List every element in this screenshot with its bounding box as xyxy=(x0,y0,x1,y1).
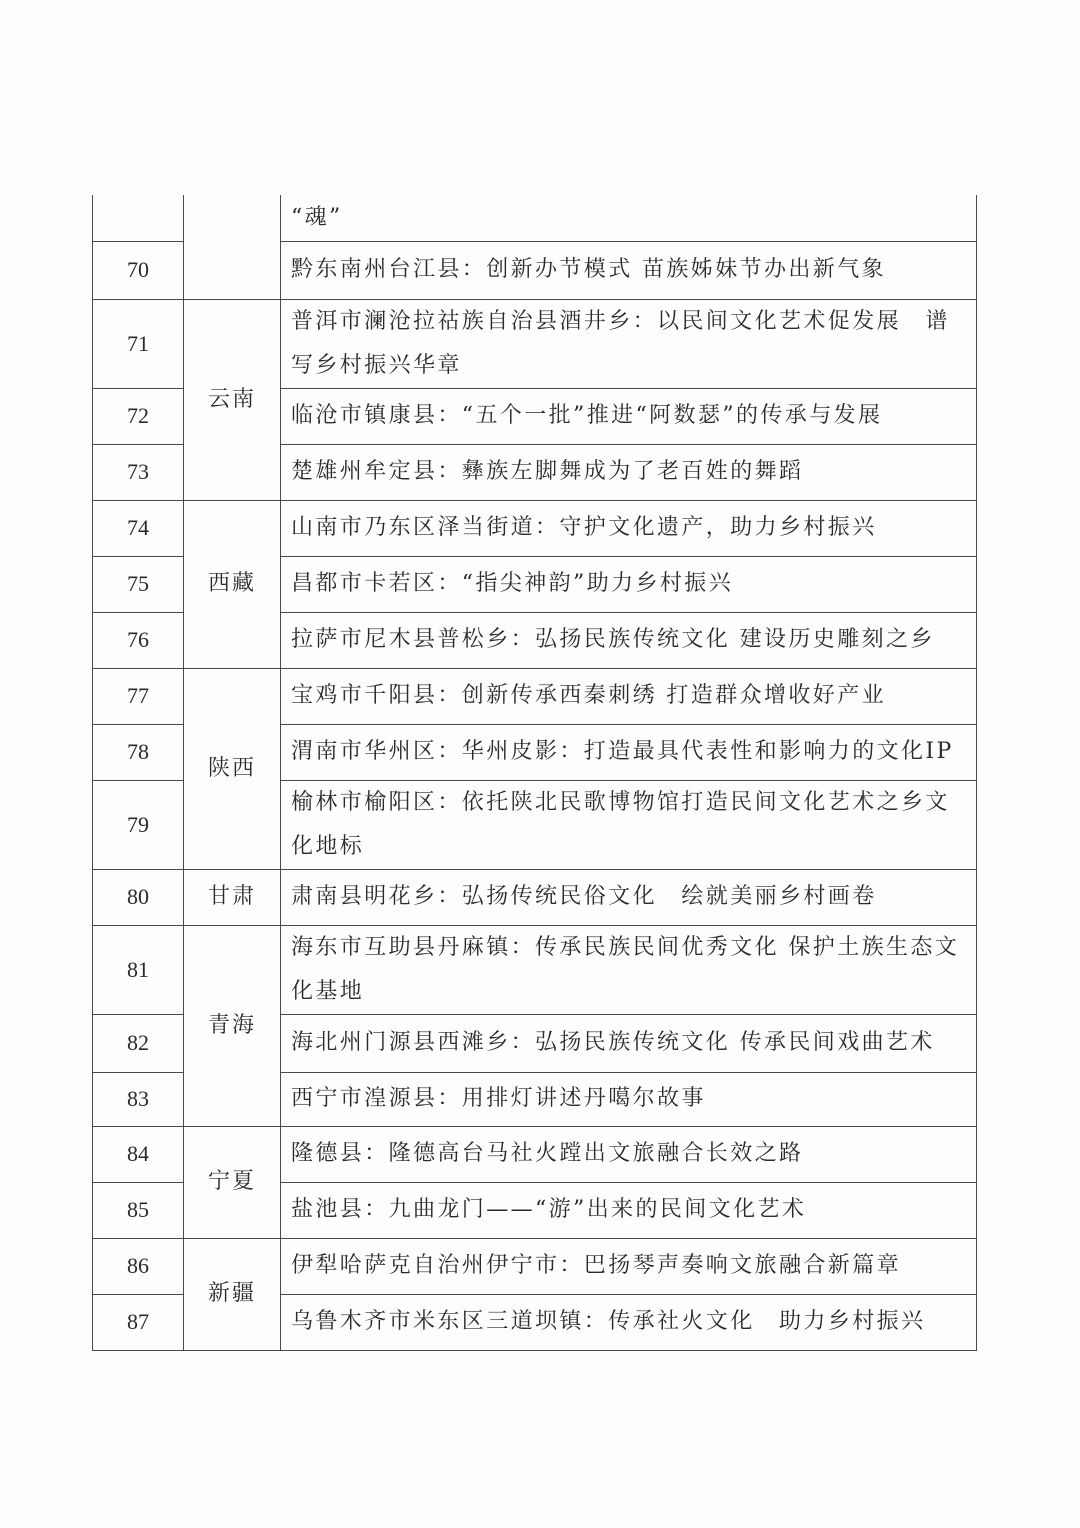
province-cell: 新疆 xyxy=(184,1238,281,1350)
row-number-cell: 70 xyxy=(93,241,184,299)
row-number-cell: 79 xyxy=(93,780,184,869)
province-cell: 甘肃 xyxy=(184,869,281,925)
table-row xyxy=(93,299,977,388)
case-title-cell: 乌鲁木齐市米东区三道坝镇：传承社火文化 助力乡村振兴 xyxy=(281,1294,977,1350)
row-number-cell: 78 xyxy=(93,724,184,780)
case-title-cell: 宝鸡市千阳县：创新传承西秦刺绣 打造群众增收好产业 xyxy=(281,668,977,724)
case-title-cell: 海东市互助县丹麻镇：传承民族民间优秀文化 保护土族生态文化基地 xyxy=(281,925,977,1014)
case-title-cell: 西宁市湟源县：用排灯讲述丹噶尔故事 xyxy=(281,1072,977,1126)
province-cell xyxy=(184,195,281,299)
row-number-cell: 86 xyxy=(93,1238,184,1294)
case-title-cell: 渭南市华州区：华州皮影：打造最具代表性和影响力的文化IP xyxy=(281,724,977,780)
province-cell: 青海 xyxy=(184,925,281,1126)
row-number-cell: 76 xyxy=(93,612,184,668)
row-number-cell: 71 xyxy=(93,299,184,388)
row-number-cell: 83 xyxy=(93,1072,184,1126)
case-title-cell: 昌都市卡若区：“指尖神韵”助力乡村振兴 xyxy=(281,556,977,612)
case-title-cell: 肃南县明花乡：弘扬传统民俗文化 绘就美丽乡村画卷 xyxy=(281,869,977,925)
case-list-table xyxy=(92,195,977,1351)
row-number-cell: 85 xyxy=(93,1182,184,1238)
table-row xyxy=(93,668,977,724)
row-number-cell: 75 xyxy=(93,556,184,612)
case-title-cell: 伊犁哈萨克自治州伊宁市：巴扬琴声奏响文旅融合新篇章 xyxy=(281,1238,977,1294)
case-title-cell: 普洱市澜沧拉祜族自治县酒井乡：以民间文化艺术促发展 谱写乡村振兴华章 xyxy=(281,299,977,388)
case-title-cell: 楚雄州牟定县：彝族左脚舞成为了老百姓的舞蹈 xyxy=(281,444,977,500)
row-number-cell: 74 xyxy=(93,500,184,556)
row-number-cell xyxy=(93,195,184,241)
row-number-cell: 82 xyxy=(93,1014,184,1072)
case-title-cell: 盐池县：九曲龙门——“游”出来的民间文化艺术 xyxy=(281,1182,977,1238)
case-title-cell: 临沧市镇康县：“五个一批”推进“阿数瑟”的传承与发展 xyxy=(281,388,977,444)
province-cell: 云南 xyxy=(184,299,281,500)
table-row xyxy=(93,1238,977,1294)
row-number-cell: 72 xyxy=(93,388,184,444)
case-title-cell: 隆德县：隆德高台马社火蹚出文旅融合长效之路 xyxy=(281,1126,977,1182)
table-row xyxy=(93,195,977,241)
table-row xyxy=(93,869,977,925)
case-title-cell: 山南市乃东区泽当街道：守护文化遗产，助力乡村振兴 xyxy=(281,500,977,556)
case-title-cell: 榆林市榆阳区：依托陕北民歌博物馆打造民间文化艺术之乡文化地标 xyxy=(281,780,977,869)
table-row xyxy=(93,500,977,556)
row-number-cell: 77 xyxy=(93,668,184,724)
row-number-cell: 84 xyxy=(93,1126,184,1182)
row-number-cell: 73 xyxy=(93,444,184,500)
case-title-cell: “魂” xyxy=(281,195,977,241)
province-cell: 宁夏 xyxy=(184,1126,281,1238)
row-number-cell: 87 xyxy=(93,1294,184,1350)
table-row xyxy=(93,925,977,1014)
row-number-cell: 80 xyxy=(93,869,184,925)
province-cell: 西藏 xyxy=(184,500,281,668)
table-row xyxy=(93,1126,977,1182)
case-title-cell: 黔东南州台江县：创新办节模式 苗族姊妹节办出新气象 xyxy=(281,241,977,299)
row-number-cell: 81 xyxy=(93,925,184,1014)
province-cell: 陕西 xyxy=(184,668,281,869)
case-title-cell: 海北州门源县西滩乡：弘扬民族传统文化 传承民间戏曲艺术 xyxy=(281,1014,977,1072)
case-title-cell: 拉萨市尼木县普松乡：弘扬民族传统文化 建设历史雕刻之乡 xyxy=(281,612,977,668)
